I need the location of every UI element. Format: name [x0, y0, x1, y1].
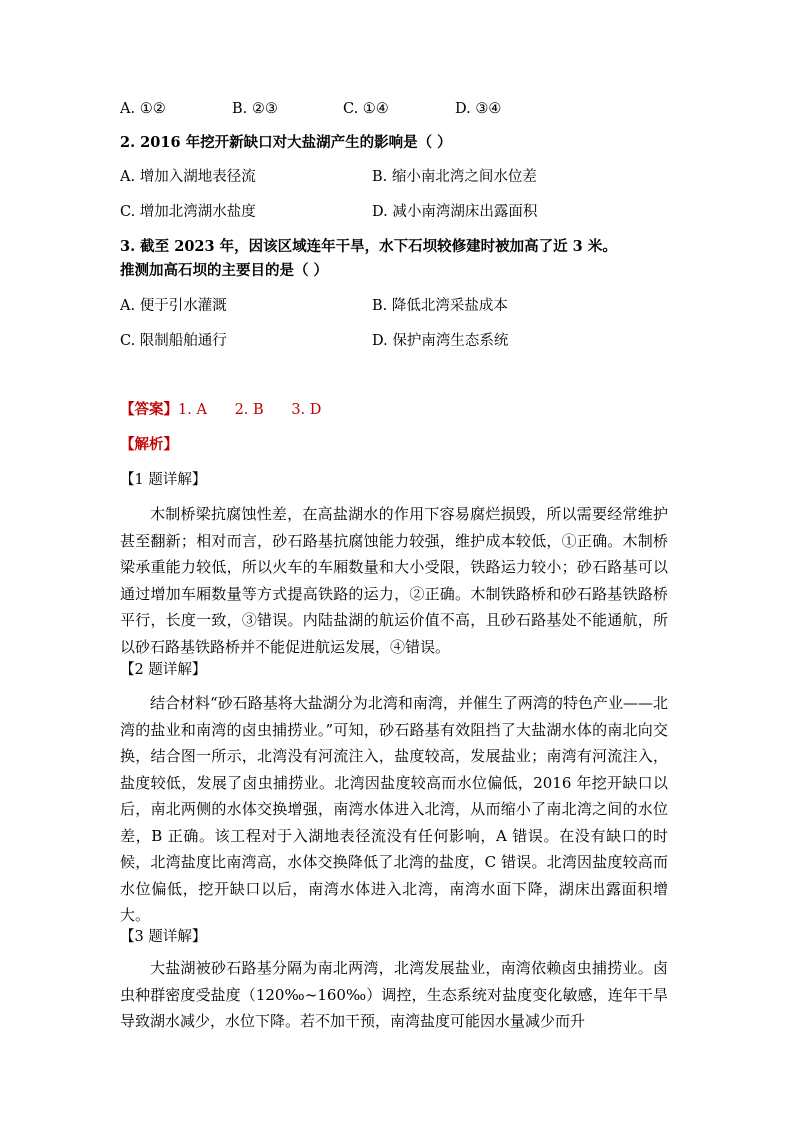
q3-option-c[interactable]: C. 限制船舶通行	[120, 333, 227, 349]
q3-option-d[interactable]: D. 保护南湾生态系统	[372, 333, 509, 349]
q1-option-d[interactable]: D. ③④	[455, 101, 502, 117]
q1-option-b[interactable]: B. ②③	[232, 101, 278, 117]
q2-option-c[interactable]: C. 增加北湾湖水盐度	[120, 204, 256, 220]
detail1-label: 【1 题详解】	[120, 472, 207, 488]
answer-line	[120, 400, 321, 420]
q1-option-a[interactable]: A. ①②	[120, 101, 166, 117]
detail3-text: 大盐湖被砂石路基分隔为南北两湾，北湾发展盐业，南湾依赖卤虫捕捞业。卤虫种群密度受盐度（120‰~160‰）调控，生态系统对盐度变化敏感，连年干旱导致湖水减少，水位下降。若不加干预，南湾盐度可能因水量减少而升	[120, 959, 668, 1030]
detail2-label: 【2 题详解】	[120, 662, 207, 678]
answer-text: 1. A 2. B 3. D	[178, 402, 322, 418]
q2-option-b[interactable]: B. 缩小南北湾之间水位差	[372, 169, 537, 185]
analysis-label: 【解析】	[120, 436, 178, 453]
q3-option-a[interactable]: A. 便于引水灌溉	[120, 298, 227, 314]
answer-label: 【答案】	[120, 401, 178, 418]
detail3-paragraph	[120, 955, 668, 1035]
q2-option-a[interactable]: A. 增加入湖地表径流	[120, 169, 256, 185]
q2-stem: 2. 2016 年挖开新缺口对大盐湖产生的影响是（ ）	[120, 134, 452, 151]
detail3-label: 【3 题详解】	[120, 929, 207, 945]
q1-option-c[interactable]: C. ①④	[343, 101, 389, 117]
detail1-paragraph	[120, 501, 668, 660]
detail2-text: 结合材料“砂石路基将大盐湖分为北湾和南湾，并催生了两湾的特色产业——北湾的盐业和南湾的卤虫捕捞业。”可知，砂石路基有效阻挡了大盐湖水体的南北向交换，结合图一所示，北湾没有河流注入，盐度较高，发展盐业；南湾有河流注入，盐度较低，发展了卤虫捕捞业。北湾因盐度较高而水位偏低，2016 年挖开缺口以后，南北两侧的水体交换增强，南湾水体进入北湾，从而缩小了南北湾之间的水位差，B 正确。该工程对于入湖地表径流没有任何影响，A 错误。在没有缺口的时候，北湾盐度比南湾高，水体交换降低了北湾的盐度，C 错误。北湾因盐度较高而水位偏低，挖开缺口以后，南湾水体进入北湾，南湾水面下降，湖床出露面积增大。	[120, 694, 668, 924]
q3-stem-line2: 推测加高石坝的主要目的是（ ）	[120, 262, 329, 279]
q3-stem-line1: 3. 截至 2023 年，因该区域连年干旱，水下石坝较修建时被加高了近 3 米。	[120, 238, 617, 255]
q2-option-d[interactable]: D. 减小南湾湖床出露面积	[372, 204, 538, 220]
detail1-text: 木制桥梁抗腐蚀性差，在高盐湖水的作用下容易腐烂损毁，所以需要经常维护甚至翻新；相对而言，砂石路基抗腐蚀能力较强，维护成本较低，①正确。木制桥梁承重能力较低，所以火车的车厢数量和大小受限，铁路运力较小；砂石路基可以通过增加车厢数量等方式提高铁路的运力，②正确。木制铁路桥和砂石路基铁路桥平行，长度一致，③错误。内陆盐湖的航运价值不高，且砂石路基处不能通航，所以砂石路基铁路桥并不能促进航运发展，④错误。	[120, 505, 668, 656]
detail2-paragraph	[120, 690, 668, 929]
q3-option-b[interactable]: B. 降低北湾采盐成本	[372, 298, 508, 314]
